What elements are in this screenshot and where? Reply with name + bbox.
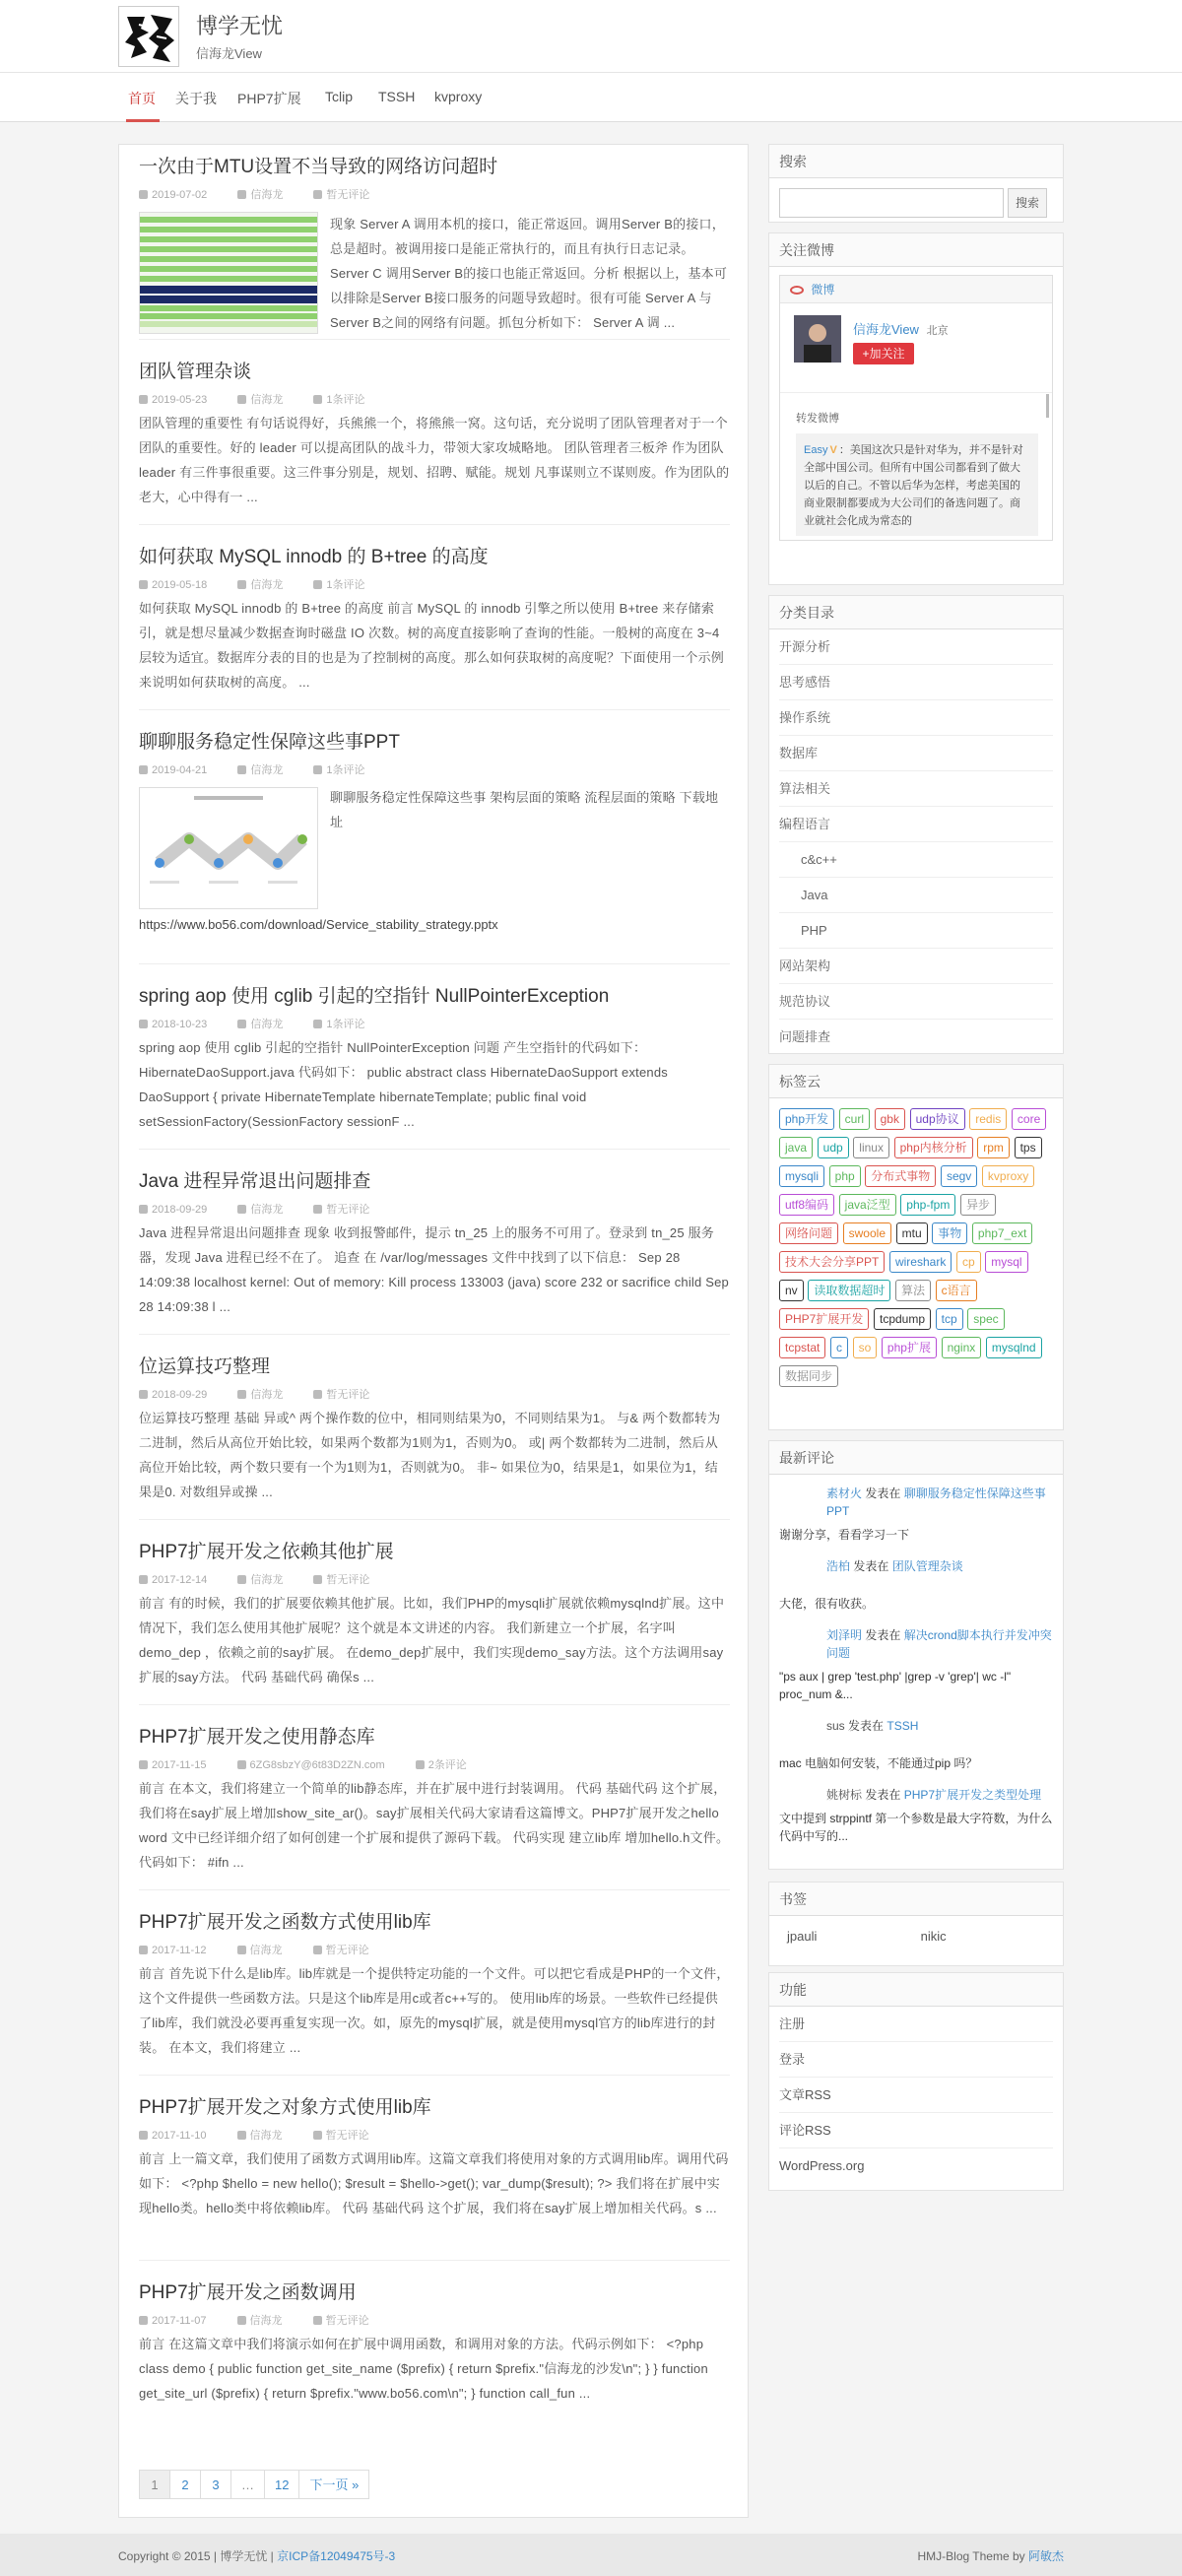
register-link[interactable]: 注册 bbox=[779, 2007, 1053, 2042]
post-title[interactable]: PHP7扩展开发之使用静态库 bbox=[139, 1727, 375, 1748]
clock-icon bbox=[139, 190, 148, 199]
tag-link[interactable]: c语言 bbox=[936, 1280, 977, 1301]
post-title[interactable]: PHP7扩展开发之函数方式使用lib库 bbox=[139, 1912, 431, 1933]
post-comments[interactable]: 暂无评论 bbox=[326, 1574, 370, 1586]
user-icon bbox=[237, 2131, 246, 2140]
post-title[interactable]: 聊聊服务稳定性保障这些事PPT bbox=[139, 732, 400, 753]
verified-icon: V bbox=[829, 444, 837, 456]
comment-text: 文中提到 strppintf 第一个参数是最大字符数，为什么代码中写的... bbox=[779, 1812, 1053, 1843]
user-icon bbox=[237, 580, 246, 589]
clock-icon bbox=[139, 2316, 148, 2325]
post-date: 2017-11-12 bbox=[152, 1945, 207, 1956]
tag-link[interactable]: c bbox=[830, 1337, 848, 1358]
widget-title: 最新评论 bbox=[769, 1441, 1063, 1475]
weibo-quote bbox=[796, 433, 1038, 536]
post-author[interactable]: 信海龙 bbox=[250, 1574, 284, 1586]
theme-author-link[interactable]: 阿敏杰 bbox=[1027, 2549, 1064, 2563]
weibo-user-location: 北京 bbox=[926, 325, 949, 337]
category-link[interactable]: 规范协议 bbox=[779, 984, 1053, 1020]
tag-link[interactable]: core bbox=[1012, 1108, 1046, 1130]
repost-label: 转发微博 bbox=[796, 413, 839, 425]
post-list bbox=[118, 144, 749, 2518]
comment-item bbox=[769, 1717, 1063, 1772]
tag-link[interactable]: nginx bbox=[942, 1337, 982, 1358]
comments-rss-link[interactable]: 评论RSS bbox=[779, 2113, 1053, 2148]
post-author[interactable]: 信海龙 bbox=[250, 579, 284, 591]
tag-link[interactable]: udp协议 bbox=[910, 1108, 965, 1130]
tag-link[interactable]: mtu bbox=[896, 1222, 928, 1244]
clock-icon bbox=[139, 1575, 148, 1584]
widget-title: 搜索 bbox=[769, 145, 1063, 178]
search-widget bbox=[768, 144, 1064, 223]
post-item bbox=[139, 2095, 730, 2261]
comment-author[interactable]: 浩柏 bbox=[826, 1559, 851, 1573]
comment-author[interactable]: sus bbox=[826, 1719, 845, 1733]
post-author[interactable]: 信海龙 bbox=[250, 394, 284, 406]
pagination bbox=[139, 2470, 368, 2501]
page-link[interactable]: 3 bbox=[200, 2470, 231, 2499]
post-item bbox=[139, 1169, 730, 1335]
post-comments[interactable]: 1条评论 bbox=[326, 1019, 365, 1030]
post-meta bbox=[139, 576, 730, 590]
post-date: 2019-07-02 bbox=[152, 189, 208, 201]
tag-cloud-widget bbox=[768, 1064, 1064, 1430]
comment-item bbox=[769, 1626, 1063, 1703]
nav-php7[interactable]: PHP7扩展 bbox=[237, 91, 301, 106]
comment-on: 发表在 bbox=[853, 1559, 889, 1573]
post-date: 2019-04-21 bbox=[152, 764, 208, 776]
post-author[interactable]: 信海龙 bbox=[250, 764, 284, 776]
site-logo[interactable] bbox=[118, 6, 179, 67]
tag-link[interactable]: mysqlnd bbox=[986, 1337, 1042, 1358]
post-author[interactable]: 信海龙 bbox=[250, 1019, 284, 1030]
tag-link[interactable]: php扩展 bbox=[882, 1337, 937, 1358]
tag-link[interactable]: kvproxy bbox=[982, 1165, 1034, 1187]
clock-icon bbox=[139, 2131, 148, 2140]
subcategory-link[interactable]: Java bbox=[779, 878, 1053, 913]
category-link[interactable]: 操作系统 bbox=[779, 700, 1053, 736]
clock-icon bbox=[139, 1946, 148, 1954]
category-link[interactable]: 网站架构 bbox=[779, 949, 1053, 984]
categories-widget bbox=[768, 595, 1064, 1054]
weibo-user-name[interactable]: 信海龙View bbox=[853, 322, 919, 337]
category-link[interactable]: 编程语言 bbox=[779, 807, 1053, 842]
next-page-button[interactable]: 下一页 » bbox=[298, 2470, 369, 2499]
post-item bbox=[139, 1725, 730, 1890]
post-comments[interactable]: 暂无评论 bbox=[326, 1389, 370, 1401]
post-excerpt: 前言 首先说下什么是lib库。lib库就是一个提供特定功能的一个文件。可以把它看成是PHP的一个文件，这个文件提供一些函数方法。只是这个lib库是用c或者c++写的。 使用lib库的场景。一些软件已经提供了lib库，我们就没必要再重复实现一次。如，原先的mysql扩展，就是使用mysql官方的lib库进行的封装。 在本文，我们将建立 ... bbox=[139, 1966, 730, 2055]
post-meta bbox=[139, 186, 730, 200]
comment-author[interactable]: 姚树标 bbox=[826, 1788, 863, 1802]
tag-link[interactable]: 读取数据超时 bbox=[808, 1280, 890, 1301]
post-meta bbox=[139, 1386, 730, 1400]
post-date: 2018-09-29 bbox=[152, 1389, 208, 1401]
bookmark-link[interactable]: jpauli bbox=[787, 1929, 818, 1944]
tag-link[interactable]: cp bbox=[956, 1251, 981, 1273]
comment-icon bbox=[313, 2131, 322, 2140]
post-title[interactable]: PHP7扩展开发之对象方式使用lib库 bbox=[139, 2097, 431, 2118]
comment-text: 谢谢分享，看看学习一下 bbox=[779, 1528, 910, 1542]
post-meta bbox=[139, 1756, 730, 1770]
comment-author[interactable]: 刘泽明 bbox=[826, 1628, 863, 1642]
post-meta bbox=[139, 1942, 730, 1955]
comment-item bbox=[769, 1557, 1063, 1613]
post-comments[interactable]: 1条评论 bbox=[326, 579, 365, 591]
user-icon bbox=[237, 765, 246, 774]
tag-link[interactable]: udp bbox=[818, 1137, 849, 1158]
post-item bbox=[139, 984, 730, 1150]
site-subtitle: 信海龙View bbox=[196, 46, 262, 61]
comment-icon bbox=[313, 190, 322, 199]
post-title[interactable]: PHP7扩展开发之依赖其他扩展 bbox=[139, 1542, 394, 1562]
post-author[interactable]: 信海龙 bbox=[249, 2315, 283, 2327]
nav-tclip[interactable]: Tclip bbox=[325, 89, 354, 104]
post-date: 2017-11-07 bbox=[152, 2315, 207, 2327]
post-excerpt: spring aop 使用 cglib 引起的空指针 NullPointerException 问题 产生空指针的代码如下： HibernateDaoSupport.java 代码如下： public abstract class HibernateDaoSupport extends DaoSupport { private HibernateTemplate hibernateTemplate; public final void setSessionFactory(SessionFactory sessionF ... bbox=[139, 1040, 668, 1129]
category-link[interactable]: 开源分析 bbox=[779, 629, 1053, 665]
post-author[interactable]: 6ZG8sbzY@6t83D2ZN.com bbox=[249, 1759, 385, 1771]
post-date: 2017-12-14 bbox=[152, 1574, 208, 1586]
comment-text: "ps aux | grep 'test.php' |grep -v 'grep'| wc -l" proc_num &... bbox=[779, 1670, 1012, 1701]
comment-post-link[interactable]: 团队管理杂谈 bbox=[891, 1559, 963, 1573]
post-item bbox=[139, 155, 730, 340]
clock-icon bbox=[139, 580, 148, 589]
widget-title: 功能 bbox=[769, 1973, 1063, 2007]
comment-icon bbox=[313, 2316, 322, 2325]
post-author[interactable]: 信海龙 bbox=[249, 1945, 283, 1956]
post-author[interactable]: 信海龙 bbox=[250, 1204, 284, 1216]
post-date: 2018-10-23 bbox=[152, 1019, 208, 1030]
site-footer bbox=[0, 2534, 1182, 2576]
post-comments[interactable]: 暂无评论 bbox=[325, 2130, 369, 2142]
weibo-tab[interactable]: 微博 bbox=[811, 283, 835, 297]
post-date: 2019-05-23 bbox=[152, 394, 208, 406]
comment-icon bbox=[313, 395, 322, 404]
comment-icon bbox=[416, 1760, 425, 1769]
user-icon bbox=[237, 1390, 246, 1399]
comment-post-link[interactable]: 聊聊服务稳定性保障这些事PPT bbox=[826, 1486, 1046, 1518]
post-thumbnail[interactable] bbox=[139, 787, 318, 909]
subcategory-link[interactable]: PHP bbox=[779, 913, 1053, 949]
clock-icon bbox=[139, 395, 148, 404]
tag-link[interactable]: PHP7扩展开发 bbox=[779, 1308, 869, 1330]
comment-on: 发表在 bbox=[865, 1486, 901, 1500]
comment-icon bbox=[313, 580, 322, 589]
tag-cloud bbox=[769, 1098, 1063, 1404]
posts-rss-link[interactable]: 文章RSS bbox=[779, 2078, 1053, 2113]
tag-link[interactable]: 异步 bbox=[960, 1194, 996, 1216]
follow-button[interactable]: +加关注 bbox=[853, 343, 914, 364]
clock-icon bbox=[139, 765, 148, 774]
page-current: 1 bbox=[139, 2470, 170, 2499]
post-excerpt: 现象 Server A 调用本机的接口，能正常返回。调用Server B的接口，总是超时。被调用接口是能正常执行的，而且有执行日志记录。 Server C 调用Server B的接口也能正常返回。分析 根据以上，基本可以排除是Server B接口服务的问题导致超时。很有可能 Server A 与 Server B之间的网络有问题。抓包分析如下： Server A 调 ... bbox=[330, 217, 728, 330]
post-comments[interactable]: 暂无评论 bbox=[326, 1204, 370, 1216]
comment-item bbox=[769, 1485, 1063, 1544]
post-date: 2019-05-18 bbox=[152, 579, 208, 591]
tag-link[interactable]: 网络问题 bbox=[779, 1222, 838, 1244]
post-meta bbox=[139, 2312, 730, 2326]
comment-icon bbox=[313, 1390, 322, 1399]
post-meta bbox=[139, 2127, 730, 2141]
comment-post-link[interactable]: TSSH bbox=[886, 1719, 919, 1733]
nav-tssh[interactable]: TSSH bbox=[378, 89, 416, 104]
post-title[interactable]: PHP7扩展开发之函数调用 bbox=[139, 2282, 357, 2303]
clock-icon bbox=[139, 1205, 148, 1214]
tag-link[interactable]: wireshark bbox=[889, 1251, 952, 1273]
post-excerpt: 前言 有的时候，我们的扩展要依赖其他扩展。比如，我们PHP的mysqli扩展就依赖mysqlnd扩展。这中情况下，我们怎么使用其他扩展呢？这个就是本文讲述的内容。 我们新建立一个扩展，名字叫 demo_dep ，依赖之前的say扩展。 在demo_dep扩展中，我们实现demo_say方法。这个方法调用say扩展的say方法。 代码 基础代码 确保s ... bbox=[139, 1596, 725, 1684]
nav-home[interactable]: 首页 bbox=[128, 91, 156, 106]
nav-about[interactable]: 关于我 bbox=[175, 91, 217, 106]
comment-icon bbox=[313, 1575, 322, 1584]
icp-link[interactable]: 京ICP备12049475号-3 bbox=[277, 2549, 396, 2563]
subcategory-link[interactable]: c&c++ bbox=[779, 842, 1053, 878]
functions-widget bbox=[768, 1972, 1064, 2191]
weibo-scrollbar[interactable] bbox=[1046, 394, 1049, 418]
tag-link[interactable]: utf8编码 bbox=[779, 1194, 834, 1216]
weibo-embed bbox=[779, 275, 1053, 541]
comment-text: mac 电脑如何安装，不能通过pip 吗？ bbox=[779, 1756, 978, 1770]
post-excerpt: Java 进程异常退出问题排查 现象 收到报警邮件，提示 tn_25 上的服务不可用了。登录到 tn_25 服务器，发现 Java 进程已经不在了。 追查 在 /var/log/messages 文件中找到了以下信息： Sep 28 14:09:38 localhost kernel: Out of memory: Kill process 133003 (java) score 232 or sacrifice child Sep 28 14:09:38 l ... bbox=[139, 1225, 729, 1314]
copyright-text: Copyright © 2015 | 博学无忧 | bbox=[118, 2549, 274, 2563]
comment-icon bbox=[313, 765, 322, 774]
post-item bbox=[139, 2280, 730, 2450]
user-icon bbox=[237, 190, 246, 199]
page-ellipsis: … bbox=[230, 2470, 265, 2499]
post-meta bbox=[139, 391, 730, 405]
comment-on: 发表在 bbox=[865, 1788, 901, 1802]
page-link[interactable]: 12 bbox=[264, 2470, 299, 2499]
tag-link[interactable]: gbk bbox=[875, 1108, 905, 1130]
post-comments[interactable]: 1条评论 bbox=[326, 764, 365, 776]
tag-link[interactable]: nv bbox=[779, 1280, 804, 1301]
tag-link[interactable]: segv bbox=[941, 1165, 977, 1187]
clock-icon bbox=[139, 1390, 148, 1399]
tag-link[interactable]: php7_ext bbox=[972, 1222, 1032, 1244]
nav-kvproxy[interactable]: kvproxy bbox=[434, 89, 483, 104]
post-thumbnail[interactable] bbox=[139, 212, 318, 334]
tag-link[interactable]: php开发 bbox=[779, 1108, 834, 1130]
category-link[interactable]: 思考感悟 bbox=[779, 665, 1053, 700]
post-item bbox=[139, 545, 730, 710]
comment-on: 发表在 bbox=[848, 1719, 885, 1733]
comment-icon bbox=[313, 1020, 322, 1028]
post-author[interactable]: 信海龙 bbox=[249, 2130, 283, 2142]
post-excerpt: 前言 在本文，我们将建立一个简单的lib静态库，并在扩展中进行封装调用。 代码 基础代码 这个扩展，我们将在say扩展上增加show_site_ar()。say扩展相关代码大家请看这篇博文。PHP7扩展开发之hello word 文中已经详细介绍了如何创建一个扩展和提供了源码下载。 代码实现 建立lib库 增加hello.h文件。代码如下： #ifn ... bbox=[139, 1781, 730, 1870]
tag-link[interactable]: so bbox=[853, 1337, 878, 1358]
user-icon bbox=[237, 1205, 246, 1214]
tag-link[interactable]: 分布式事物 bbox=[865, 1165, 936, 1187]
post-excerpt: 前言 在这篇文章中我们将演示如何在扩展中调用函数，和调用对象的方法。代码示例如下： <?php class demo { public function get_site_name ($prefix) { return $prefix."信海龙的沙发\n"; } } function get_site_url ($prefix) { return $prefix."www.bo56.com\n"; } function call_fun ... bbox=[139, 2337, 708, 2401]
tag-link[interactable]: php bbox=[829, 1165, 861, 1187]
weibo-widget bbox=[768, 232, 1064, 585]
tag-link[interactable]: redis bbox=[969, 1108, 1007, 1130]
tag-link[interactable]: tcpstat bbox=[779, 1337, 825, 1358]
download-link[interactable]: https://www.bo56.com/download/Service_stability_strategy.pptx bbox=[139, 917, 498, 932]
post-date: 2017-11-10 bbox=[152, 2130, 207, 2142]
post-excerpt: 如何获取 MySQL innodb 的 B+tree 的高度 前言 MySQL 的 innodb 引擎之所以使用 B+tree 来存储索引，就是想尽量减少数据查询时磁盘 IO 次数。树的高度直接影响了查询的性能。一般树的高度在 3~4 层较为适宜。数据库分表的目的也是为了控制树的高度。那么如何获取树的高度呢？下面使用一个示例来说明如何获取树的高度。 ... bbox=[139, 601, 725, 690]
category-link[interactable]: 问题排查 bbox=[779, 1029, 831, 1044]
tag-link[interactable]: 数据同步 bbox=[779, 1365, 838, 1387]
post-item bbox=[139, 360, 730, 525]
post-title[interactable]: 位运算技巧整理 bbox=[139, 1356, 271, 1377]
post-title[interactable]: 如何获取 MySQL innodb 的 B+tree 的高度 bbox=[139, 547, 489, 567]
comment-post-link[interactable]: 解决crond脚本执行并发冲突问题 bbox=[826, 1628, 1052, 1660]
widget-title: 分类目录 bbox=[769, 596, 1063, 629]
tag-link[interactable]: tps bbox=[1015, 1137, 1042, 1158]
avatar[interactable] bbox=[794, 315, 841, 363]
theme-credit: HMJ-Blog Theme by bbox=[917, 2549, 1025, 2563]
post-comments[interactable]: 暂无评论 bbox=[326, 189, 370, 201]
category-link[interactable]: 数据库 bbox=[779, 736, 1053, 771]
post-comments[interactable]: 暂无评论 bbox=[325, 1945, 369, 1956]
comment-post-link[interactable]: PHP7扩展开发之类型处理 bbox=[903, 1788, 1042, 1802]
tag-link[interactable]: php内核分析 bbox=[894, 1137, 973, 1158]
bookmark-row bbox=[769, 1916, 1063, 1957]
clock-icon bbox=[139, 1760, 148, 1769]
comments-widget bbox=[768, 1440, 1064, 1870]
comment-on: 发表在 bbox=[865, 1628, 901, 1642]
user-icon bbox=[237, 1020, 246, 1028]
post-author[interactable]: 信海龙 bbox=[250, 189, 284, 201]
tag-link[interactable]: curl bbox=[839, 1108, 870, 1130]
search-input[interactable] bbox=[779, 188, 1004, 218]
post-excerpt: 前言 上一篇文章，我们使用了函数方式调用lib库。这篇文章我们将使用对象的方式调用lib库。调用代码如下： <?php $hello = new hello(); $result = $hello->get(); var_dump($result); ?> 我们将在扩展中实现hello类。hello类中将依赖lib库。 代码 基础代码 这个扩展，我们将在say扩展上增加相关代码。s ... bbox=[139, 2151, 729, 2215]
post-item bbox=[139, 1910, 730, 2076]
weibo-eye-icon bbox=[790, 286, 804, 295]
clock-icon bbox=[139, 1020, 148, 1028]
post-item bbox=[139, 1540, 730, 1705]
tag-link[interactable]: java bbox=[779, 1137, 813, 1158]
tag-link[interactable]: tcpdump bbox=[874, 1308, 931, 1330]
quote-text: ：美国这次只是针对华为，并不是针对全部中国公司。但所有中国公司都看到了做大以后的自己。不管以后华为怎样，考虑美国的商业限制都要成为大公司们的备选问题了。商业就社会化成为常态的 bbox=[804, 444, 1023, 527]
tag-link[interactable]: rpm bbox=[977, 1137, 1010, 1158]
tag-link[interactable]: 事物 bbox=[932, 1222, 967, 1244]
post-excerpt: 聊聊服务稳定性保障这些事 架构层面的策略 流程层面的策略 下载地址 bbox=[330, 790, 719, 829]
post-date: 2017-11-15 bbox=[152, 1759, 207, 1771]
login-link[interactable]: 登录 bbox=[779, 2042, 1053, 2078]
post-excerpt: 位运算技巧整理 基础 异或^ 两个操作数的位中，相同则结果为0，不同则结果为1。 与& 两个数都转为二进制，然后从高位开始比较，如果两个数都为1则为1，否则为0。 或| 两个数都转为二进制，然后从高位开始比较，两个数只要有一个为1则为1，否则就为0。 非~ 如果位为0，结果是1，如果位为1，结果是0. 对数组异或操 ... bbox=[139, 1411, 721, 1499]
tag-link[interactable]: 算法 bbox=[895, 1280, 931, 1301]
tag-link[interactable]: php-fpm bbox=[900, 1194, 955, 1216]
comment-author[interactable]: 素材火 bbox=[826, 1486, 863, 1500]
post-item bbox=[139, 730, 730, 964]
comment-icon bbox=[313, 1946, 322, 1954]
category-link[interactable]: 算法相关 bbox=[779, 771, 1053, 807]
tag-link[interactable]: swoole bbox=[843, 1222, 891, 1244]
tag-link[interactable]: mysqli bbox=[779, 1165, 824, 1187]
post-comments[interactable]: 1条评论 bbox=[326, 394, 365, 406]
site-header bbox=[0, 0, 1182, 73]
widget-title: 标签云 bbox=[769, 1065, 1063, 1098]
page-link[interactable]: 2 bbox=[169, 2470, 201, 2499]
post-title[interactable]: 一次由于MTU设置不当导致的网络访问超时 bbox=[139, 157, 498, 177]
post-comments[interactable]: 2条评论 bbox=[427, 1759, 467, 1771]
widget-title: 书签 bbox=[769, 1882, 1063, 1916]
post-meta bbox=[139, 761, 730, 775]
tag-link[interactable]: linux bbox=[853, 1137, 889, 1158]
tag-link[interactable]: mysql bbox=[985, 1251, 1027, 1273]
post-title[interactable]: 团队管理杂谈 bbox=[139, 362, 252, 382]
user-icon bbox=[237, 395, 246, 404]
wordpress-link[interactable]: WordPress.org bbox=[779, 2158, 865, 2173]
post-meta bbox=[139, 1571, 730, 1585]
widget-title: 关注微博 bbox=[769, 233, 1063, 267]
user-icon bbox=[237, 1575, 246, 1584]
comment-icon bbox=[313, 1205, 322, 1214]
user-icon bbox=[237, 1946, 246, 1954]
tag-link[interactable]: java泛型 bbox=[839, 1194, 896, 1216]
post-title[interactable]: Java 进程异常退出问题排查 bbox=[139, 1171, 371, 1192]
post-author[interactable]: 信海龙 bbox=[250, 1389, 284, 1401]
main-nav bbox=[0, 73, 1182, 122]
post-title[interactable]: spring aop 使用 cglib 引起的空指针 NullPointerException bbox=[139, 986, 610, 1007]
user-icon bbox=[237, 1760, 246, 1769]
search-button[interactable]: 搜索 bbox=[1008, 188, 1047, 218]
tag-link[interactable]: spec bbox=[967, 1308, 1004, 1330]
post-item bbox=[139, 1354, 730, 1520]
post-comments[interactable]: 暂无评论 bbox=[325, 2315, 369, 2327]
user-icon bbox=[237, 2316, 246, 2325]
site-title[interactable]: 博学无忧 bbox=[196, 14, 284, 38]
post-meta bbox=[139, 1201, 730, 1215]
tag-link[interactable]: 技术大会分享PPT bbox=[779, 1251, 885, 1273]
tag-link[interactable]: tcp bbox=[936, 1308, 963, 1330]
bookmark-link[interactable]: nikic bbox=[920, 1929, 947, 1944]
comment-text: 大佬，很有收获。 bbox=[779, 1597, 875, 1611]
quote-user[interactable]: Easy bbox=[804, 444, 828, 456]
bookmarks-widget bbox=[768, 1882, 1064, 1966]
nav-active-indicator bbox=[126, 119, 160, 122]
post-excerpt: 团队管理的重要性 有句话说得好，兵熊熊一个，将熊熊一窝。这句话，充分说明了团队管理者对于一个团队的重要性。好的 leader 可以提高团队的战斗力，带领大家攻城略地。 团队管理者三板斧 作为团队 leader 有三件事很重要。这三件事分别是，规划、招聘、赋能。规划 凡事谋则立不谋则废。作为团队的老大，心中得有一 ... bbox=[139, 416, 730, 504]
comment-item bbox=[769, 1786, 1063, 1845]
post-meta bbox=[139, 1016, 730, 1029]
post-date: 2018-09-29 bbox=[152, 1204, 208, 1216]
